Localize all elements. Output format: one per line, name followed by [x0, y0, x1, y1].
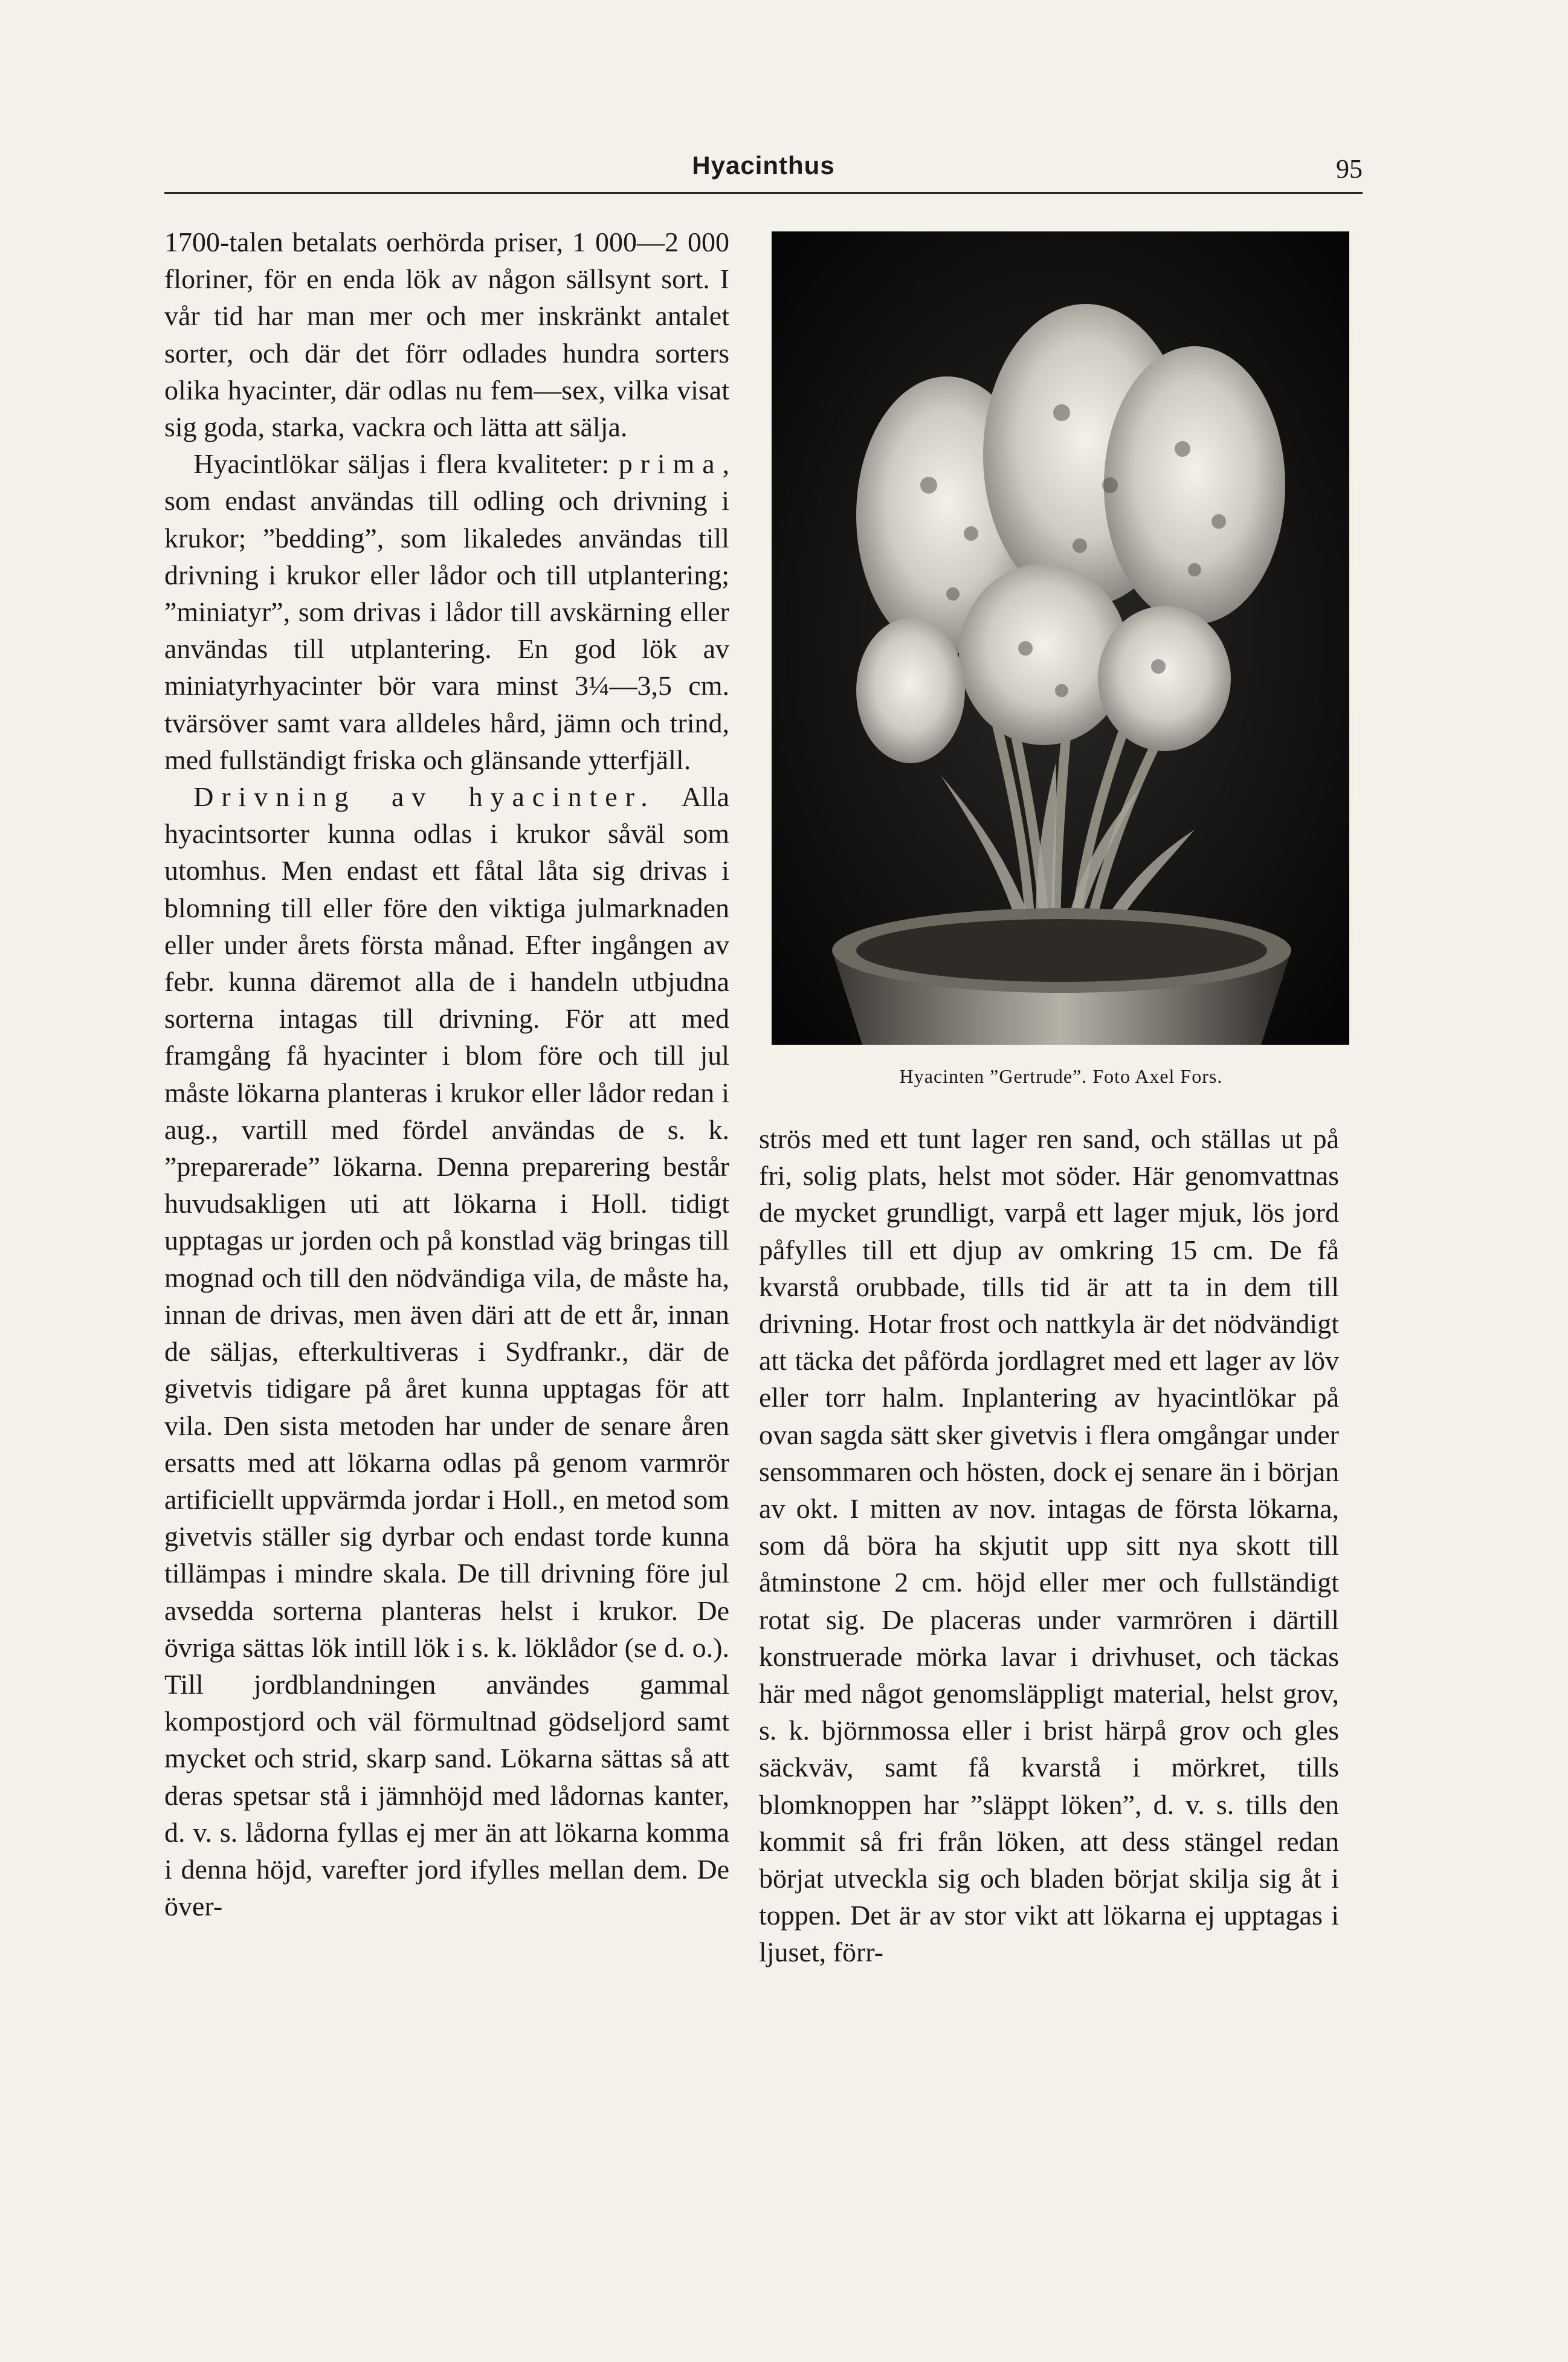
paragraph-text: 1700-talen betalats oerhörda priser, 1 000—2 000 floriner, för en enda lök av någon sällsynt sort. I vår tid har man mer och mer inskränkt antalet sorter, och där det förr odlades hundra sorters olika hyacinter, där odlas nu fem—sex, vilka visat sig goda, starka, vackra och lätta att sälja. [164, 227, 729, 443]
figure-caption: Hyacinten ”Gertrude”. Foto Axel Fors. [899, 1065, 1223, 1087]
running-header [164, 151, 1363, 193]
paragraph [164, 778, 729, 1925]
header-rule [164, 192, 1363, 194]
paragraph-text: Alla hyacintsorter kunna odlas i krukor såväl som utomhus. Men endast ett fåtal låta sig drivas i blomning till eller före den viktiga julmarknaden eller under årets första månad. Efter ingången av febr. kunna däremot alla de i handeln utbjudna sorterna intagas till drivning. För att med framgång få hyacinter i blom före och till jul måste lökarna planteras i krukor eller lådor redan i aug., vartill med fördel användas de s. k. ”preparerade” lökarna. Denna preparering består huvudsakligen uti att lökarna i Holl. tidigt upptagas ur jorden och på konstlad väg bringas till mognad och till den nödvändiga vila, de måste ha, innan de drivas, men även däri att de ett år, innan de säljas, efterkultiveras i Sydfrankr., där de givetvis tidigare på året kunna upptagas för att vila. Den sista metoden har under de senare åren ersatts med att lökarna odlas på genom varmrör artificiellt uppvärmda jordar i Holl., en metod som givetvis ställer sig dyrbar och endast torde kunna tillämpas i mindre skala. De till drivning före jul avsedda sorterna planteras helst i krukor. De övriga sättas lök intill lök i s. k. löklådor (se d. o.). Till jordblandningen användes gammal kompostjord och väl förmultnad gödseljord samt mycket och strid, skarp sand. Lökarna sättas så att deras spetsar stå i jämnhöjd med lådornas kanter, d. v. s. lådorna fyllas ej mer än att lökarna komma i denna höjd, varefter jord ifylles mellan dem. De över- [164, 781, 729, 1922]
paragraph-text: , som endast användas till odling och drivning i krukor; ”bedding”, som likaledes användas till drivning i krukor eller lådor och till utplantering; ”miniatyr”, som drivas i lådor till avskärning eller användas till utplantering. En god lök av miniatyrhyacinter bör vara minst 3¼—3,5 cm. tvärsöver samt vara alldeles hård, jämn och trind, med fullständigt friska och glänsande ytterfjäll. [164, 448, 729, 775]
running-title: Hyacinthus [692, 151, 835, 179]
paragraph-text: strös med ett tunt lager ren sand, och ställas ut på fri, solig plats, helst mot söder. Här genomvattnas de mycket grundligt, varpå ett lager mjuk, lös jord påfylles till ett djup av omkring 15 cm. De få kvarstå orubbade, tills tid är att ta in dem till drivning. Hotar frost och nattkyla är det nödvändigt att täcka det påförda jordlagret med ett lager av löv eller torr halm. Inplantering av hyacintlökar på ovan sagda sätt sker givetvis i flera omgångar under sensommaren och hösten, dock ej senare än i början av okt. I mitten av nov. intagas de första lökarna, som då böra ha skjutit upp sitt nya skott till åtminstone 2 cm. höjd eller mer och fullständigt rotat sig. De placeras under varmrören i därtill konstruerade mörka lavar i drivhuset, och täckas här med något genomsläppligt material, helst grov, s. k. björnmossa eller i brist härpå grov och gles säckväv, samt få kvarstå i mörkret, tills blomknoppen har ”släppt löken”, d. v. s. tills den kommit så fri från löken, att dess stängel redan börjat utveckla sig och bladen börjat skilja sig åt i toppen. Det är av stor vikt att lökarna ej upptagas i ljuset, förr- [759, 1123, 1339, 1968]
left-column [164, 224, 729, 1925]
hyacinth-illustration [772, 231, 1349, 1045]
paragraph [164, 224, 729, 445]
paragraph [759, 1120, 1339, 1971]
hyacinth-photo [772, 231, 1349, 1045]
paragraph [164, 445, 729, 778]
spaced-emphasis: prima [618, 448, 723, 480]
paragraph-text: Hyacintlökar säljas i flera kvaliteter: [193, 448, 619, 480]
page-number: 95 [1336, 154, 1363, 184]
section-heading: Drivning av hyacinter. [193, 781, 656, 813]
right-column [759, 1120, 1339, 1971]
